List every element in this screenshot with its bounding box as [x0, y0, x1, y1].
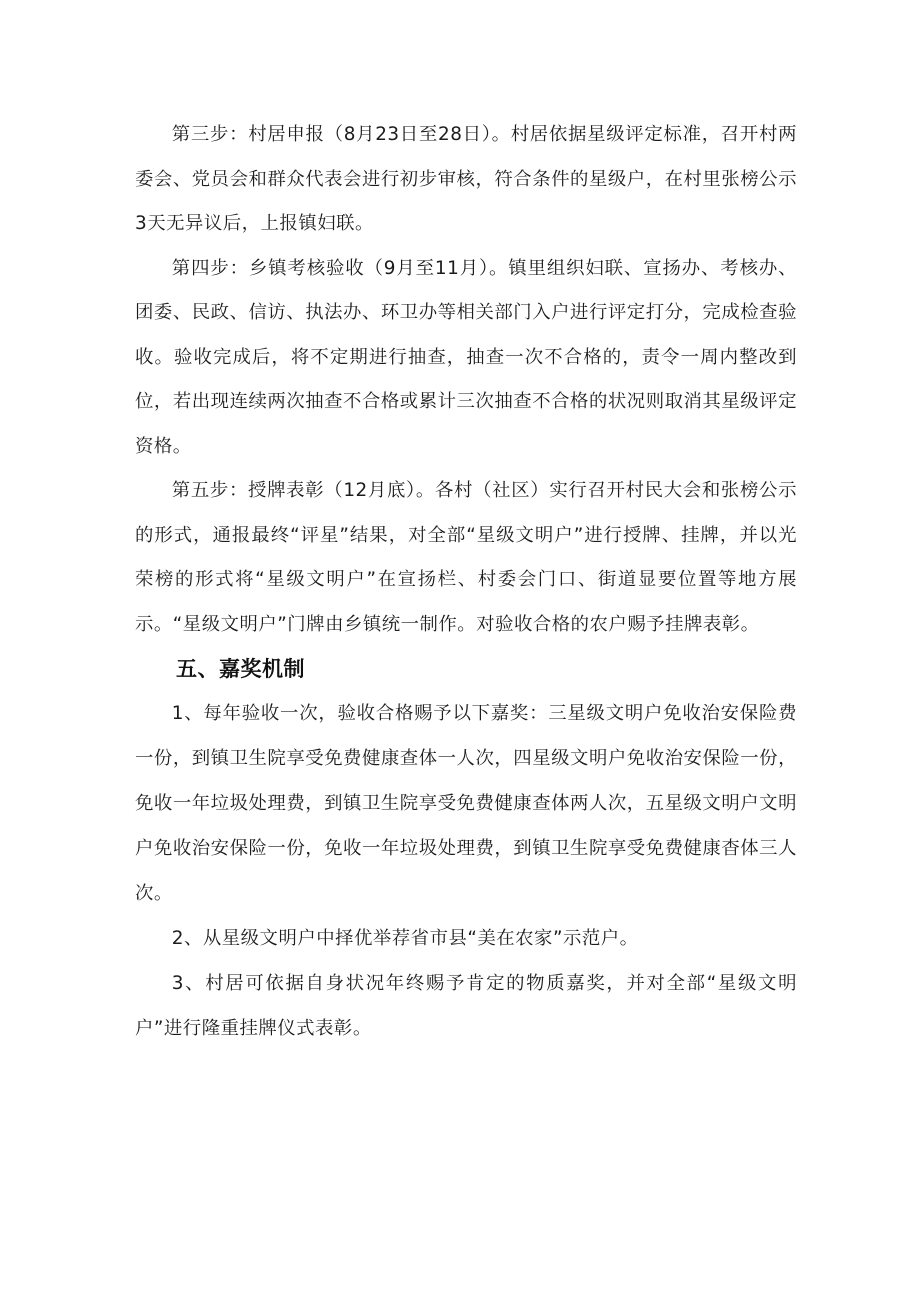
- reward-item-3: 3、村居可依据自身状况年终赐予肯定的物质嘉奖，并对全部“星级文明户”进行隆重挂牌仪式表彰。: [135, 973, 797, 1039]
- document-body: [135, 113, 797, 1051]
- paragraph-step-five: 第五步：授牌表彰（12月底）。各村（社区）实行召开村民大会和张榜公示的形式，通报最终“评星”结果，对全部“星级文明户”进行授牌、挂牌，并以光荣榜的形式将“星级文明户”在宣扬栏、村委会门口、街道显要位置等地方展示。“星级文明户”门牌由乡镇统一制作。对验收合格的农户赐予挂牌表彰。: [135, 480, 797, 635]
- reward-item-1: 1、每年验收一次，验收合格赐予以下嘉奖：三星级文明户免收治安保险费一份，到镇卫生院享受免费健康查体一人次，四星级文明户免收治安保险一份，免收一年垃圾处理费，到镇卫生院享受免费健康查体两人次，五星级文明户文明户免收治安保险一份，免收一年垃圾处理费，到镇卫生院享受免费健康杳体三人次。: [135, 703, 797, 904]
- reward-item-2: 2、从星级文明户中择优举荐省市县“美在农家”示范户。: [171, 928, 639, 949]
- section-heading: 五、嘉奖机制: [176, 657, 305, 681]
- paragraph-step-three: 第三步：村居申报（8月23日至28日）。村居依据星级评定标准，召开村两委会、党员会和群众代表会进行初步审核，符合条件的星级户，在村里张榜公示3天无异议后，上报镇妇联。: [135, 124, 797, 234]
- paragraph-step-four: 第四步：乡镇考核验收（9月至11月）。镇里组织妇联、宣扬办、考核办、团委、民政、信访、执法办、环卫办等相关部门入户进行评定打分，完成检查验收。验收完成后，将不定期进行抽查，抽查一次不合格的，责令一周内整改到位，若出现连续两次抽查不合格或累计三次抽查不合格的状况则取消其星级评定资格。: [135, 257, 797, 457]
